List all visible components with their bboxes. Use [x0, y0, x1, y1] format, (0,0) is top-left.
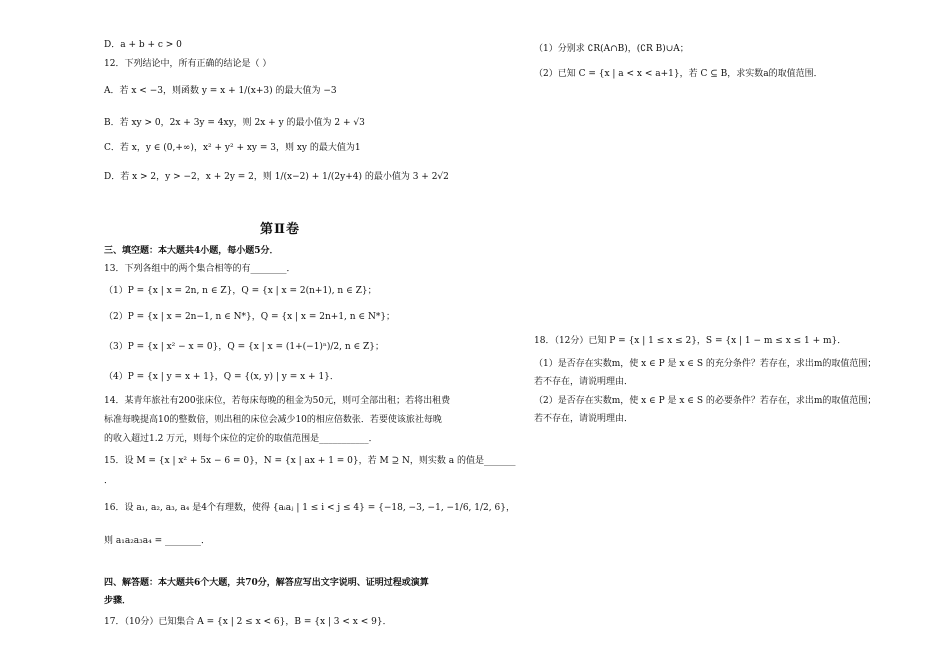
q16-line-1: 16．设 a₁, a₂, a₃, a₄ 是4个有理数，使得 {aᵢaⱼ | 1 ≤ i < j ≤ 4} = {−18, −3, −1, −1/6, 1/2, 6}， — [104, 503, 515, 513]
section-fill-in-header: 三、填空题：本大题共4小题，每小题5分． — [104, 246, 279, 256]
q18-part-1-line-2: 若不存在，请说明理由． — [534, 377, 634, 387]
q14-line-3: 的收入超过1.2 万元，则每个床位的定价的取值范围是___________． — [104, 434, 378, 444]
q17-part-2: （2）已知 C = {x | a < x < a+1}，若 C ⊆ B，求实数a的取值范围． — [534, 69, 823, 79]
q13-item-1: （1）P = {x | x = 2n, n ∈ Z}，Q = {x | x = 2(n+1), n ∈ Z}； — [104, 286, 377, 296]
question-18: 18．（12分）已知 P = {x | 1 ≤ x ≤ 2}，S = {x | 1 − m ≤ x ≤ 1 + m}． — [534, 336, 847, 346]
q16-line-2: 则 a₁a₂a₃a₄ = ________． — [104, 536, 211, 546]
q13-item-2: （2）P = {x | x = 2n−1, n ∈ N*}，Q = {x | x = 2n+1, n ∈ N*}； — [104, 312, 396, 322]
q18-part-2-line-2: 若不存在，请说明理由． — [534, 414, 634, 424]
question-12: 12．下列结论中，所有正确的结论是（ ） — [104, 59, 272, 69]
q12-option-a: A．若 x < −3，则函数 y = x + 1/(x+3) 的最大值为 −3 — [104, 86, 337, 96]
section-answer-header-line-2: 步骤． — [104, 596, 132, 606]
q17-part-1: （1）分别求 ∁R(A∩B)，(∁R B)∪A； — [534, 44, 689, 54]
q14-line-1: 14．某青年旅社有200张床位，若每床每晚的租金为50元，则可全部出租；若将出租费 — [104, 396, 451, 406]
q15-line-1: 15．设 M = {x | x² + 5x − 6 = 0}，N = {x | ax + 1 = 0}，若 M ⊇ N，则实数 a 的值是_______ — [104, 456, 516, 466]
q12-option-c: C．若 x，y ∈ (0,+∞)，x² + y² + xy = 3，则 xy 的最大值为1 — [104, 143, 361, 153]
q12-option-b: B．若 xy > 0，2x + 3y = 4xy，则 2x + y 的最小值为 2 + √3 — [104, 118, 365, 128]
q18-part-1-line-1: （1）是否存在实数m，使 x ∈ P 是 x ∈ S 的充分条件？若存在，求出m的取值范围； — [534, 359, 877, 369]
q13-item-3: （3）P = {x | x² − x = 0}，Q = {x | x = (1+(−1)ⁿ)/2, n ∈ Z}； — [104, 342, 384, 352]
q11-option-d: D．a + b + c > 0 — [104, 40, 182, 50]
part-title: 第Ⅱ卷 — [260, 222, 300, 237]
q18-part-2-line-1: （2）是否存在实数m，使 x ∈ P 是 x ∈ S 的必要条件？若存在，求出m的取值范围； — [534, 396, 877, 406]
q13-item-4: （4）P = {x | y = x + 1}，Q = {(x, y) | y = x + 1}． — [104, 372, 339, 382]
q12-option-d: D．若 x > 2，y > −2，x + 2y = 2，则 1/(x−2) + 1/(2y+4) 的最小值为 3 + 2√2 — [104, 172, 449, 182]
section-answer-header-line-1: 四、解答题：本大题共6个大题，共70分，解答应写出文字说明、证明过程或演算 — [104, 578, 429, 588]
q15-line-2: ． — [104, 476, 114, 486]
q14-line-2: 标准每晚提高10的整数倍，则出租的床位会减少10的相应倍数张．若要使该旅社每晚 — [104, 415, 442, 425]
question-17: 17．（10分）已知集合 A = {x | 2 ≤ x < 6}，B = {x | 3 < x < 9}． — [104, 617, 392, 627]
question-13: 13．下列各组中的两个集合相等的有________． — [104, 264, 296, 274]
